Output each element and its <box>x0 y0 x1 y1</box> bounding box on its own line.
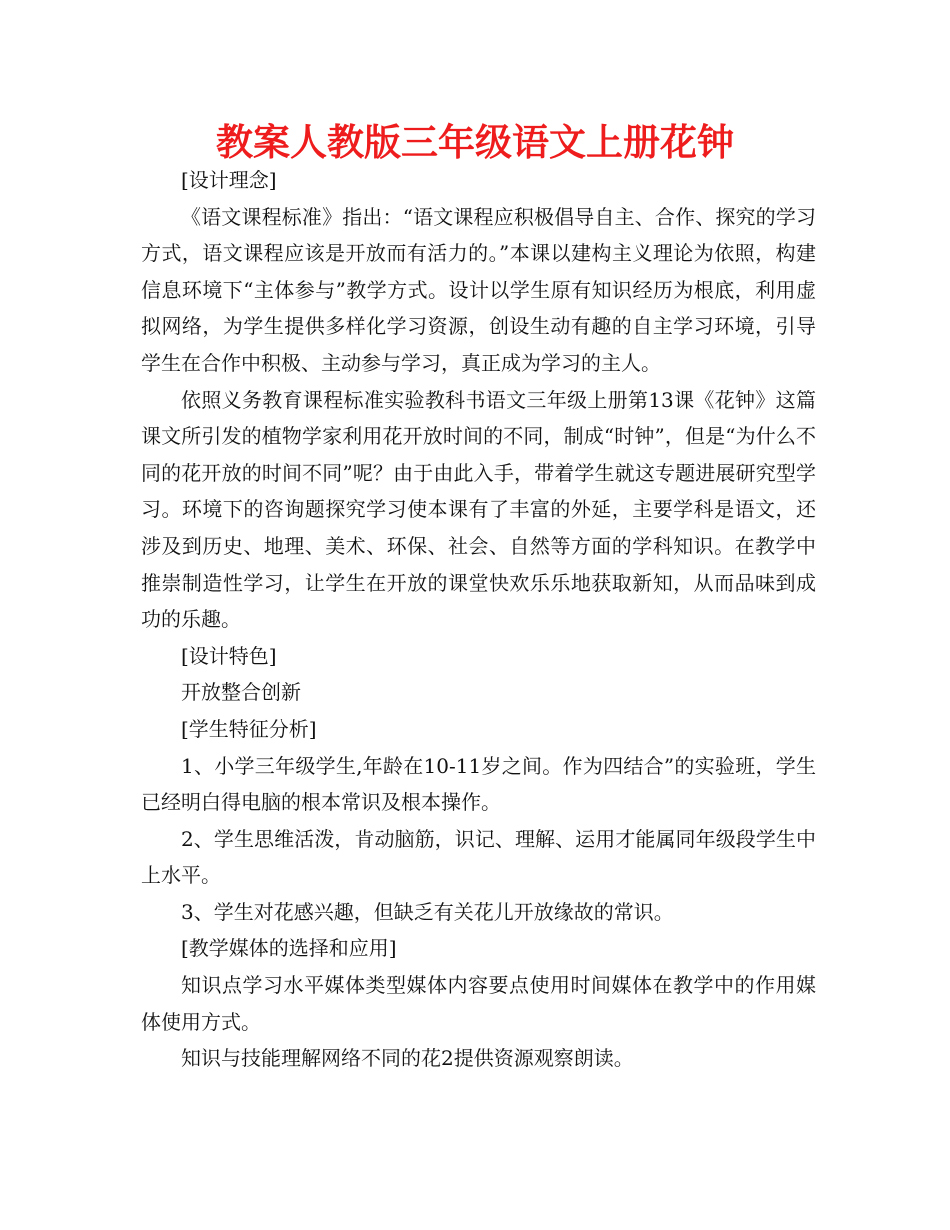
paragraph-design-features: 开放整合创新 <box>181 680 301 705</box>
paragraph-design-concept-heading: [设计理念] <box>181 168 277 192</box>
document-title: 教案人教版三年级语文上册花钟 <box>216 121 734 164</box>
paragraph-student-analysis-heading: [学生特征分析] <box>181 716 317 741</box>
paragraph-media-heading: [教学媒体的选择和应用] <box>181 936 397 961</box>
paragraph-design-features-heading: [设计特色] <box>181 643 277 668</box>
paragraph-student-analysis-3: 3、学生对花感兴趣，但缺乏有关花儿开放缘故的常识。 <box>181 899 674 924</box>
paragraph-media-table-header: 知识点学习水平媒体类型媒体内容要点使用时间媒体在教学中的作用媒体使用方式。 <box>141 973 816 1034</box>
document-body <box>141 162 816 1077</box>
paragraph-student-analysis-1: 1、小学三年级学生,年龄在10-11岁之间。作为四结合”的实验班，学生已经明白得电脑的根本常识及根本操作。 <box>141 753 816 815</box>
paragraph-media-row: 知识与技能理解网络不同的花2提供资源观察朗读。 <box>181 1046 634 1071</box>
paragraph-student-analysis-2: 2、学生思维活泼，肯动脑筋，识记、理解、运用才能属同年级段学生中上水平。 <box>141 826 816 888</box>
paragraph-design-concept: 《语文课程标准》指出：“语文课程应积极倡导自主、合作、探究的学习方式，语文课程应该是开放而有活力的。”本课以建构主义理论为依照，构建信息环境下“主体参与”教学方式。设计以学生原有知识经历为根底，利用虚拟网络，为学生提供多样化学习资源，创设生动有趣的自主学习环境，引导学生在合作中积极、主动参与学习，真正成为学习的主人。 <box>141 204 816 375</box>
paragraph-textbook-basis: 依照义务教育课程标准实验教科书语文三年级上册第13课《花钟》这篇课文所引发的植物学家利用花开放时间的不同，制成“时钟”，但是“为什么不同的花开放的时间不同”呢？由于由此入手，带着学生就这专题进展研究型学习。环境下的咨询题探究学习使本课有了丰富的外延，主要学科是语文，还涉及到历史、地理、美术、环保、社会、自然等方面的学科知识。在教学中推崇制造性学习，让学生在开放的课堂快欢乐乐地获取新知，从而品味到成功的乐趣。 <box>141 387 816 632</box>
